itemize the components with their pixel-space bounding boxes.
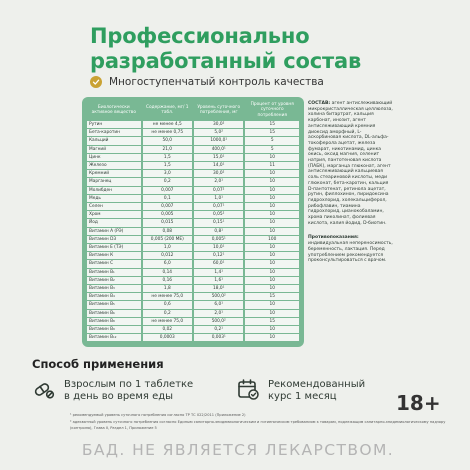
method-course-line1: Рекомендованный — [268, 379, 366, 390]
cell-percent: 15 — [245, 129, 299, 137]
cell-substance: Витамин B₁ — [87, 269, 141, 277]
header-percent: Процент от уровня суточного потребления — [250, 101, 294, 118]
cell-substance: Витамин B₂ — [87, 277, 141, 285]
header-substance: Биологически активное вещество — [91, 104, 136, 115]
cell-substance: Молибден — [87, 187, 141, 195]
cell-daily-level: 0,005¹ — [194, 236, 243, 244]
method-dosage-line2: в день во время еды — [64, 391, 174, 402]
cell-substance: Витамин А (РЭ) — [87, 228, 141, 236]
cell-percent: 10 — [245, 211, 299, 219]
table-row — [87, 228, 299, 236]
footnote-2: ² адекватный уровень суточного потребления согласно Единым санитарно-эпидемиологическим и гигиеническим требованиям к товарам, подлежащим санитарно-эпидемиологическому надзору (контролю), Глава II, Раздел 1, Приложение 5 — [70, 420, 446, 430]
composition-body: агент антислеживающий микрокристаллическая целлюлоза, холина битартрат, кальция карбонат, инозит, агент антислеживающий кремния диоксид аморфный, L-аскорбиновая кислота, DL-альфа-токоферола ацетат, железа фумарат, никотинамид, цинка окись, оксид магния, селенит натрия, пантотеновая кислота (ПАБК), марганца глюконат, агент антислеживающий кальциевая соль стеариновой кислоты, меди глюконат, бета-каротин, кальция D-пантотенат, ретинола ацетат, рутин, филлохинон, пиридоксина гидрохлорид, холекальциферол, рибофлавин, тиамина гидрохлорид, цианокобаламин, хрома пиколинат, фолиевая кислота, калия йодид, D-биотин. — [308, 101, 393, 226]
footnotes — [70, 413, 460, 433]
contraindications-label: Противопоказания: — [308, 235, 359, 241]
table-row — [87, 326, 299, 334]
cell-percent: 10 — [245, 170, 299, 178]
cell-percent: 15 — [245, 318, 299, 326]
table-row — [87, 334, 299, 342]
table-header-row — [87, 99, 299, 121]
cell-content: 0,005 (200 МЕ) — [143, 236, 192, 244]
table-row — [87, 195, 299, 203]
cell-substance: Кремний — [87, 170, 141, 178]
composition-block — [308, 101, 394, 264]
cell-substance: Витамин Е (ТЭ) — [87, 244, 141, 252]
cell-substance: Кальций — [87, 137, 141, 145]
table-row — [87, 269, 299, 277]
cell-daily-level: 10,0¹ — [194, 244, 243, 252]
cell-percent: 10 — [245, 154, 299, 162]
cell-content: не менее 0,75 — [143, 129, 192, 137]
table-row — [87, 154, 299, 162]
cell-content: 0,2 — [143, 310, 192, 318]
cell-daily-level: 0,8¹ — [194, 228, 243, 236]
table-row — [87, 162, 299, 170]
cell-daily-level: 18,0¹ — [194, 285, 243, 293]
cell-daily-level: 500,0² — [194, 293, 243, 301]
quality-badge-text: Многоступенчатый контроль качества — [109, 76, 324, 88]
cell-percent: 10 — [245, 326, 299, 334]
cell-daily-level: 60,0¹ — [194, 260, 243, 268]
table-row — [87, 203, 299, 211]
table-row — [87, 178, 299, 186]
cell-percent: 15 — [245, 293, 299, 301]
table-row — [87, 137, 299, 145]
cell-percent: 10 — [245, 219, 299, 227]
cell-substance: Витамин B₁₂ — [87, 334, 141, 342]
cell-content: 0,007 — [143, 187, 192, 195]
cell-percent: 10 — [245, 310, 299, 318]
cell-content: 0,1 — [143, 195, 192, 203]
cell-percent: 10 — [245, 252, 299, 260]
cell-content: 0,0003 — [143, 334, 192, 342]
cell-daily-level: 500,0² — [194, 318, 243, 326]
cell-substance: Медь — [87, 195, 141, 203]
cell-daily-level: 0,05² — [194, 211, 243, 219]
cell-daily-level: 0,07² — [194, 187, 243, 195]
cell-content: 0,005 — [143, 211, 192, 219]
cell-daily-level: 6,0¹ — [194, 301, 243, 309]
cell-substance: Бета-каротин — [87, 129, 141, 137]
cell-percent: 10 — [245, 203, 299, 211]
cell-percent: 5 — [245, 137, 299, 145]
cell-percent: 10 — [245, 228, 299, 236]
table-row — [87, 285, 299, 293]
quality-badge — [90, 76, 324, 88]
table-row — [87, 187, 299, 195]
cell-substance: Рутин — [87, 121, 141, 129]
cell-substance: Йод — [87, 219, 141, 227]
cell-content: 1,8 — [143, 285, 192, 293]
cell-daily-level: 0,15¹ — [194, 219, 243, 227]
cell-content: не менее 75,0 — [143, 318, 192, 326]
cell-daily-level: 0,2¹ — [194, 326, 243, 334]
table-row — [87, 129, 299, 137]
cell-content: 0,14 — [143, 269, 192, 277]
cell-daily-level: 30,0² — [194, 121, 243, 129]
cell-daily-level: 30,0² — [194, 170, 243, 178]
cell-substance: Марганец — [87, 178, 141, 186]
table-body — [87, 121, 299, 342]
table-row — [87, 277, 299, 285]
table-row — [87, 236, 299, 244]
cell-substance: Витамин B₃ — [87, 285, 141, 293]
cell-content: 0,16 — [143, 277, 192, 285]
cell-content: 0,2 — [143, 178, 192, 186]
cell-content: 3,0 — [143, 170, 192, 178]
cell-substance: Витамин B₄ — [87, 293, 141, 301]
table-row — [87, 310, 299, 318]
cell-substance: Витамин B₅ — [87, 301, 141, 309]
cell-substance: Селен — [87, 203, 141, 211]
cell-content: 50,0 — [143, 137, 192, 145]
table-row — [87, 219, 299, 227]
cell-percent: 10 — [245, 277, 299, 285]
composition-text — [308, 101, 394, 226]
table-row — [87, 293, 299, 301]
cell-content: 0,6 — [143, 301, 192, 309]
cell-percent: 100 — [245, 236, 299, 244]
cell-percent: 10 — [245, 285, 299, 293]
cell-percent: 10 — [245, 260, 299, 268]
cell-daily-level: 5,0² — [194, 129, 243, 137]
cell-daily-level: 1,6¹ — [194, 277, 243, 285]
cell-substance: Витамин B₉ — [87, 326, 141, 334]
cell-daily-level: 2,0¹ — [194, 178, 243, 186]
cell-substance: Хром — [87, 211, 141, 219]
cell-daily-level: 1000,0¹ — [194, 137, 243, 145]
cell-percent: 10 — [245, 244, 299, 252]
cell-daily-level: 0,12¹ — [194, 252, 243, 260]
method-course-line2: курс 1 месяц — [268, 391, 337, 402]
contraindications-text — [308, 235, 394, 264]
cell-daily-level: 2,0¹ — [194, 310, 243, 318]
cell-daily-level: 15,0¹ — [194, 154, 243, 162]
cell-content: 0,015 — [143, 219, 192, 227]
cell-content: 0,007 — [143, 203, 192, 211]
table-row — [87, 252, 299, 260]
cell-substance: Витамин D3 — [87, 236, 141, 244]
cell-daily-level: 0,003¹ — [194, 334, 243, 342]
cell-substance: Витамин С — [87, 260, 141, 268]
cell-content: 6,0 — [143, 260, 192, 268]
cell-percent: 10 — [245, 269, 299, 277]
cell-percent: 10 — [245, 334, 299, 342]
calendar-icon — [236, 377, 260, 405]
cell-substance: Магний — [87, 146, 141, 154]
cell-substance: Железо — [87, 162, 141, 170]
cell-content: 0,02 — [143, 326, 192, 334]
cell-substance: Витамин B₆ — [87, 310, 141, 318]
cell-daily-level: 0,07¹ — [194, 203, 243, 211]
table-row — [87, 244, 299, 252]
method-dosage-line1: Взрослым по 1 таблетке — [64, 379, 194, 390]
table-row — [87, 121, 299, 129]
cell-content: 1,0 — [143, 244, 192, 252]
age-badge: 18+ — [396, 391, 441, 415]
cell-percent: 10 — [245, 195, 299, 203]
cell-substance: Витамин B₈ — [87, 318, 141, 326]
cell-content: 21,0 — [143, 146, 192, 154]
check-icon — [90, 76, 102, 88]
table-row — [87, 301, 299, 309]
cell-content: 1,5 — [143, 154, 192, 162]
composition-table — [82, 97, 304, 347]
cell-percent: 11 — [245, 162, 299, 170]
cell-content: 0,08 — [143, 228, 192, 236]
cell-percent: 5 — [245, 146, 299, 154]
cell-percent: 10 — [245, 187, 299, 195]
page-title: Профессионально разработанный состав — [90, 24, 362, 73]
cell-content: не менее 75,0 — [143, 293, 192, 301]
method-title: Способ применения — [32, 357, 164, 371]
cell-daily-level: 400,0¹ — [194, 146, 243, 154]
pill-icon — [32, 377, 56, 405]
cell-percent: 10 — [245, 301, 299, 309]
table-row — [87, 260, 299, 268]
cell-content: 0,012 — [143, 252, 192, 260]
header-daily-level: Уровень суточного потребления, мг — [197, 104, 241, 115]
cell-percent: 10 — [245, 178, 299, 186]
disclaimer: БАД. НЕ ЯВЛЯЕТСЯ ЛЕКАРСТВОМ. — [81, 441, 395, 459]
cell-daily-level: 1,4¹ — [194, 269, 243, 277]
header-content: Содержание, мг/ 1 табл. — [146, 104, 189, 115]
contraindications-body: индивидуальная непереносимость, беременность, лактация. Перед употреблением рекомендуется проконсультироваться с врачом. — [308, 241, 393, 264]
cell-substance: Витамин К — [87, 252, 141, 260]
table-row — [87, 318, 299, 326]
method-item-course — [236, 377, 365, 405]
cell-content: 1,5 — [143, 162, 192, 170]
composition-label: СОСТАВ: — [308, 101, 331, 106]
cell-daily-level: 14,0¹ — [194, 162, 243, 170]
cell-percent: 15 — [245, 121, 299, 129]
cell-substance: Цинк — [87, 154, 141, 162]
footnote-1: ¹ рекомендуемый уровень суточного потребления согласно ТР ТС 022/2011 (Приложение 2) — [70, 413, 246, 417]
table-row — [87, 211, 299, 219]
table-row — [87, 170, 299, 178]
method-item-dosage — [32, 377, 193, 405]
cell-daily-level: 1,0¹ — [194, 195, 243, 203]
table-row — [87, 146, 299, 154]
cell-content: не менее 4,5 — [143, 121, 192, 129]
